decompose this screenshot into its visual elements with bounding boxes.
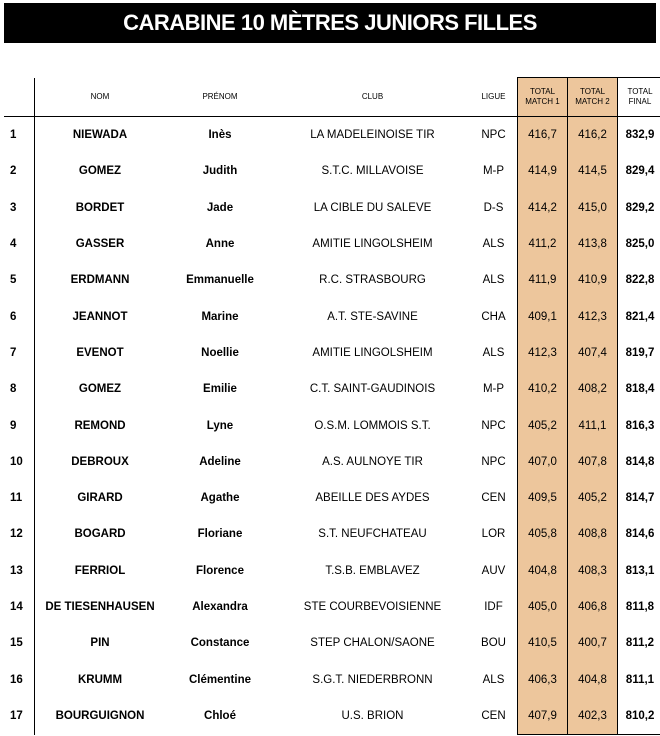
nom-cell: KRUMM xyxy=(77,673,123,686)
nom-cell: BOGARD xyxy=(74,528,126,541)
total-match-1-cell: 404,8 xyxy=(518,553,568,589)
club-cell: A.S. AULNOYE TIR xyxy=(322,455,423,468)
header-rank xyxy=(4,78,35,117)
rank-cell: 15 xyxy=(4,625,35,661)
ligue-cell: LOR xyxy=(481,528,506,541)
nom-cell: FERRIOL xyxy=(74,564,126,577)
club-cell: AMITIE LINGOLSHEIM xyxy=(312,346,433,359)
ligue-cell: CHA xyxy=(481,310,506,323)
table-row xyxy=(4,407,660,443)
prenom-cell: Anne xyxy=(205,238,235,251)
header-nom: NOM xyxy=(35,78,166,117)
club-cell: C.T. SAINT-GAUDINOIS xyxy=(309,383,436,396)
rank-cell: 14 xyxy=(4,589,35,625)
nom-cell: ERDMANN xyxy=(70,274,130,287)
rank-cell: 2 xyxy=(4,153,35,189)
total-match-2-cell: 415,0 xyxy=(568,190,618,226)
club-cell: S.T.C. MILLAVOISE xyxy=(321,165,424,178)
total-final-cell: 811,8 xyxy=(618,589,660,625)
prenom-cell: Judith xyxy=(202,165,238,178)
prenom-cell: Floriane xyxy=(197,528,243,541)
ligue-cell: ALS xyxy=(482,673,505,686)
prenom-cell: Marine xyxy=(201,310,239,323)
results-table xyxy=(4,77,660,735)
ligue-cell: BOU xyxy=(481,637,506,650)
rank-cell: 4 xyxy=(4,226,35,262)
nom-cell: EVENOT xyxy=(76,346,124,359)
total-match-2-cell: 400,7 xyxy=(568,625,618,661)
header-row xyxy=(4,78,660,117)
total-final-cell: 810,2 xyxy=(618,698,660,735)
prenom-cell: Emilie xyxy=(203,383,237,396)
ligue-cell: M-P xyxy=(482,383,505,396)
total-final-cell: 816,3 xyxy=(618,407,660,443)
table-row xyxy=(4,589,660,625)
total-final-cell: 813,1 xyxy=(618,553,660,589)
total-match-2-cell: 411,1 xyxy=(568,407,618,443)
table-row xyxy=(4,335,660,371)
total-match-2-cell: 412,3 xyxy=(568,298,618,334)
total-match-1-cell: 409,1 xyxy=(518,298,568,334)
total-match-1-cell: 412,3 xyxy=(518,335,568,371)
nom-cell: GIRARD xyxy=(77,492,123,505)
total-match-1-cell: 411,2 xyxy=(518,226,568,262)
total-final-cell: 811,1 xyxy=(618,661,660,697)
ligue-cell: IDF xyxy=(484,601,503,613)
prenom-cell: Agathe xyxy=(200,492,240,505)
ligue-cell: ALS xyxy=(482,346,505,359)
nom-cell: DEBROUX xyxy=(71,455,129,468)
total-final-cell: 819,7 xyxy=(618,335,660,371)
ligue-cell: D-S xyxy=(483,201,504,214)
rank-cell: 3 xyxy=(4,190,35,226)
total-match-1-cell: 406,3 xyxy=(518,661,568,697)
ligue-cell: M-P xyxy=(482,165,505,178)
nom-cell: GOMEZ xyxy=(78,165,122,178)
club-cell: A.T. STE-SAVINE xyxy=(327,310,418,323)
total-final-cell: 818,4 xyxy=(618,371,660,407)
total-match-2-cell: 405,2 xyxy=(568,480,618,516)
prenom-cell: Lyne xyxy=(206,419,234,432)
table-row xyxy=(4,625,660,661)
prenom-cell: Jade xyxy=(206,201,234,214)
total-final-cell: 811,2 xyxy=(618,625,660,661)
rank-cell: 12 xyxy=(4,516,35,552)
prenom-cell: Noellie xyxy=(201,346,239,359)
table-header xyxy=(4,78,660,117)
rank-cell: 17 xyxy=(4,698,35,735)
total-final-cell: 829,4 xyxy=(618,153,660,189)
rank-cell: 11 xyxy=(4,480,35,516)
ligue-cell: NPC xyxy=(481,129,506,142)
total-match-2-cell: 407,8 xyxy=(568,444,618,480)
club-cell: S.G.T. NIEDERBRONN xyxy=(312,673,433,686)
total-match-1-cell: 414,9 xyxy=(518,153,568,189)
prenom-cell: Emmanuelle xyxy=(186,274,254,287)
nom-cell: REMOND xyxy=(74,419,126,432)
total-match-1-cell: 407,0 xyxy=(518,444,568,480)
club-cell: LA CIBLE DU SALEVE xyxy=(313,201,432,214)
total-match-2-cell: 413,8 xyxy=(568,226,618,262)
prenom-cell: Alexandra xyxy=(192,601,248,613)
rank-cell: 8 xyxy=(4,371,35,407)
nom-cell: PIN xyxy=(90,637,110,650)
table-row xyxy=(4,371,660,407)
rank-cell: 6 xyxy=(4,298,35,334)
nom-cell: BORDET xyxy=(75,201,125,214)
total-match-1-cell: 416,7 xyxy=(518,117,568,154)
rank-cell: 9 xyxy=(4,407,35,443)
ligue-cell: CEN xyxy=(481,492,506,505)
table-row xyxy=(4,444,660,480)
total-match-2-cell: 408,2 xyxy=(568,371,618,407)
nom-cell: NIEWADA xyxy=(72,129,128,142)
table-row xyxy=(4,262,660,298)
table-row xyxy=(4,153,660,189)
rank-cell: 10 xyxy=(4,444,35,480)
club-cell: S.T. NEUFCHATEAU xyxy=(318,528,427,541)
rank-cell: 1 xyxy=(4,117,35,154)
ligue-cell: AUV xyxy=(481,564,506,577)
total-final-cell: 822,8 xyxy=(618,262,660,298)
rank-cell: 16 xyxy=(4,661,35,697)
nom-cell: GASSER xyxy=(75,238,125,251)
total-match-1-cell: 405,0 xyxy=(518,589,568,625)
ligue-cell: NPC xyxy=(481,455,506,468)
header-ligue: LIGUE xyxy=(470,78,518,117)
total-match-2-cell: 416,2 xyxy=(568,117,618,154)
table-row xyxy=(4,226,660,262)
rank-cell: 5 xyxy=(4,262,35,298)
club-cell: STEP CHALON/SAONE xyxy=(310,637,435,650)
ligue-cell: CEN xyxy=(481,710,506,723)
header-prenom: PRÉNOM xyxy=(165,78,275,117)
total-match-1-cell: 407,9 xyxy=(518,698,568,735)
total-match-2-cell: 406,8 xyxy=(568,589,618,625)
ligue-cell: ALS xyxy=(482,238,505,251)
table-row xyxy=(4,480,660,516)
table-body xyxy=(4,117,660,735)
total-match-1-cell: 405,8 xyxy=(518,516,568,552)
total-match-1-cell: 410,5 xyxy=(518,625,568,661)
total-match-2-cell: 404,8 xyxy=(568,661,618,697)
total-match-1-cell: 410,2 xyxy=(518,371,568,407)
total-match-2-cell: 407,4 xyxy=(568,335,618,371)
table-row xyxy=(4,298,660,334)
ligue-cell: ALS xyxy=(482,274,505,287)
nom-cell: JEANNOT xyxy=(72,310,128,323)
table-row xyxy=(4,553,660,589)
nom-cell: GOMEZ xyxy=(78,383,122,396)
total-match-1-cell: 411,9 xyxy=(518,262,568,298)
total-final-cell: 821,4 xyxy=(618,298,660,334)
club-cell: T.S.B. EMBLAVEZ xyxy=(325,564,420,577)
total-match-2-cell: 410,9 xyxy=(568,262,618,298)
total-match-2-cell: 408,8 xyxy=(568,516,618,552)
prenom-cell: Clémentine xyxy=(189,673,251,686)
rank-cell: 7 xyxy=(4,335,35,371)
total-match-2-cell: 408,3 xyxy=(568,553,618,589)
table-row xyxy=(4,516,660,552)
total-final-cell: 825,0 xyxy=(618,226,660,262)
club-cell: U.S. BRION xyxy=(341,710,404,723)
page-title: CARABINE 10 MÈTRES JUNIORS FILLES xyxy=(4,3,656,43)
table-row xyxy=(4,661,660,697)
header-total-final: TOTAL FINAL xyxy=(618,78,660,117)
rank-cell: 13 xyxy=(4,553,35,589)
nom-cell: BOURGUIGNON xyxy=(55,710,145,723)
total-match-2-cell: 402,3 xyxy=(568,698,618,735)
header-total-match-1: TOTAL MATCH 1 xyxy=(518,78,568,117)
prenom-cell: Constance xyxy=(190,637,250,650)
total-final-cell: 814,6 xyxy=(618,516,660,552)
total-match-2-cell: 414,5 xyxy=(568,153,618,189)
prenom-cell: Inès xyxy=(208,129,232,142)
total-final-cell: 832,9 xyxy=(618,117,660,154)
table-row xyxy=(4,698,660,735)
club-cell: LA MADELEINOISE TIR xyxy=(310,129,435,142)
prenom-cell: Florence xyxy=(196,564,244,577)
club-cell: STE COURBEVOISIENNE xyxy=(303,601,442,613)
total-final-cell: 814,8 xyxy=(618,444,660,480)
header-total-match-2: TOTAL MATCH 2 xyxy=(568,78,618,117)
prenom-cell: Adeline xyxy=(199,455,241,468)
club-cell: ABEILLE DES AYDES xyxy=(315,492,430,505)
header-club: CLUB xyxy=(275,78,470,117)
total-match-1-cell: 409,5 xyxy=(518,480,568,516)
club-cell: R.C. STRASBOURG xyxy=(319,274,426,287)
total-match-1-cell: 414,2 xyxy=(518,190,568,226)
total-final-cell: 829,2 xyxy=(618,190,660,226)
club-cell: O.S.M. LOMMOIS S.T. xyxy=(314,419,431,432)
nom-cell: DE TIESENHAUSEN xyxy=(45,601,155,613)
club-cell: AMITIE LINGOLSHEIM xyxy=(312,238,433,251)
prenom-cell: Chloé xyxy=(204,710,236,723)
ligue-cell: NPC xyxy=(481,419,506,432)
total-match-1-cell: 405,2 xyxy=(518,407,568,443)
table-row xyxy=(4,190,660,226)
table-row xyxy=(4,117,660,154)
total-final-cell: 814,7 xyxy=(618,480,660,516)
